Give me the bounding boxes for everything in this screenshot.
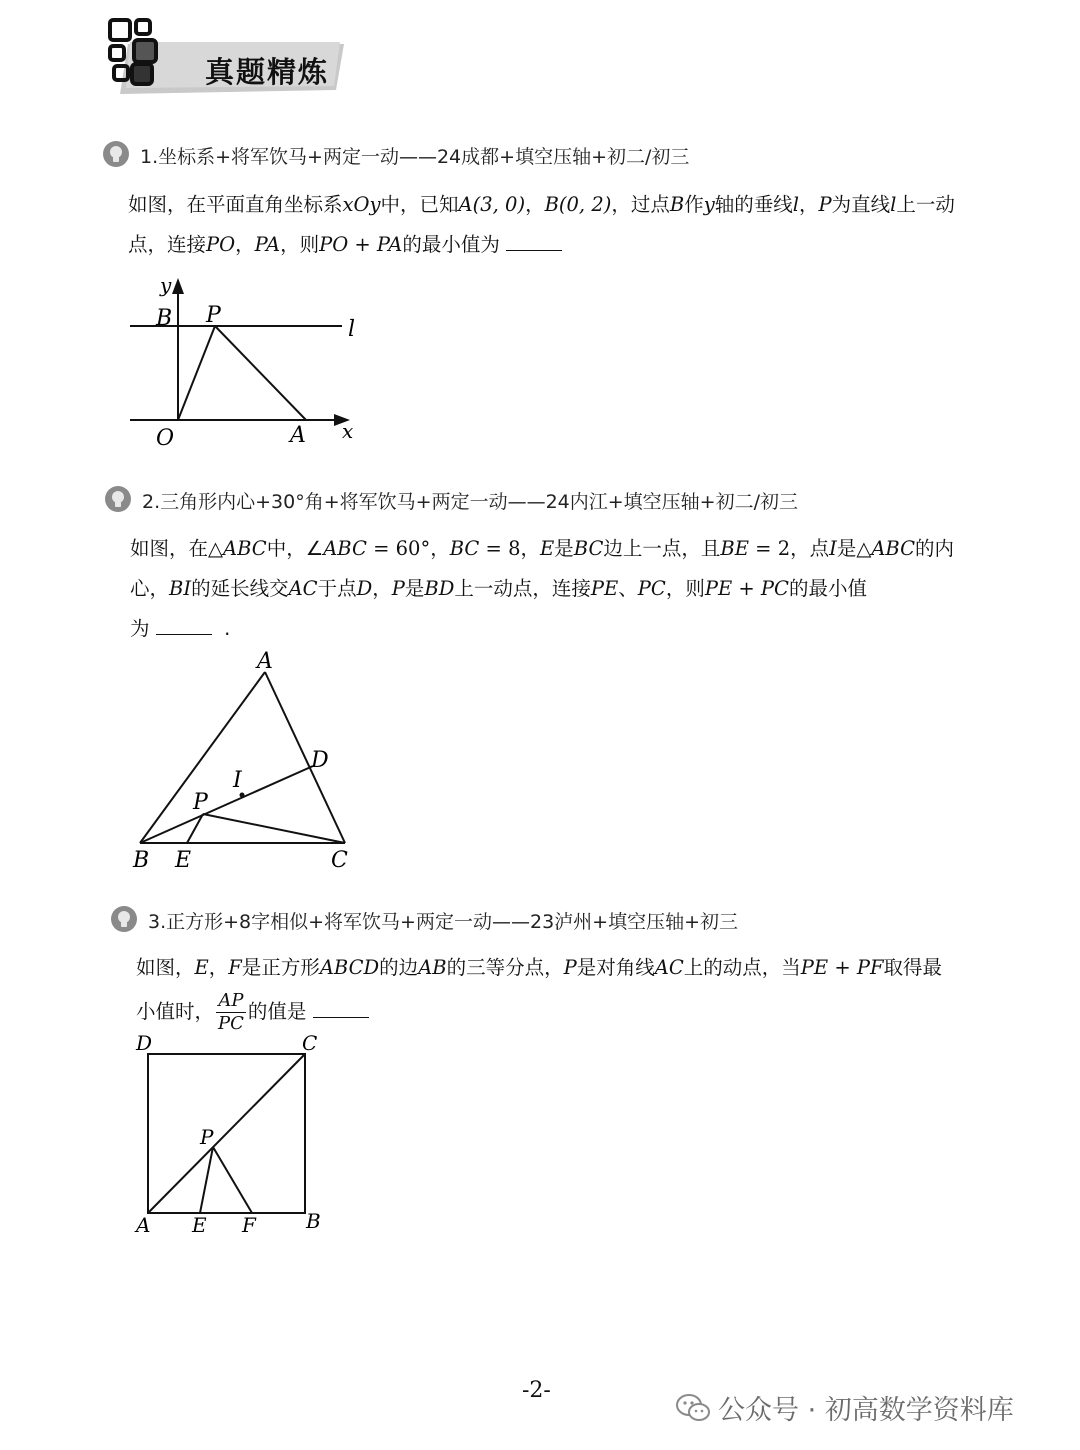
side-AC [265, 672, 345, 843]
problem-1-figure [120, 270, 370, 455]
label-F: F [242, 1213, 256, 1237]
problem-3-text-line-2: 小值时， $\frac{AP}{PC}$ 的值是 [136, 990, 369, 1035]
problem-3-heading: 3.正方形+8字相似+将军饮马+两定一动——23泸州+填空压轴+初三 [148, 911, 738, 933]
label-y: y [160, 273, 172, 297]
page-number: -2- [522, 1378, 551, 1403]
problem-2-heading: 2.三角形内心+30°角+将军饮马+两定一动——24内江+填空压轴+初二/初三 [142, 491, 798, 513]
problem-1-text-line-1: 如图，在平面直角坐标系xOy中，已知A(3, 0)，B(0, 2)，过点B作y轴的垂线l，P为直线l上一动 [128, 193, 955, 216]
label-P: P [193, 790, 208, 815]
segment-PO [178, 326, 215, 420]
label-C: C [331, 848, 348, 873]
label-l: l [348, 317, 356, 342]
problem-2-text-line-2: 心，BI的延长线交AC于点D，P是BD上一动点，连接PE、PC，则PE + PC的最小值 [130, 577, 867, 600]
fraction-AP-PC: $\frac{AP}{PC}$ [218, 990, 244, 1034]
segment-PF [213, 1147, 252, 1213]
watermark [676, 1388, 1014, 1427]
label-B: B [306, 1209, 321, 1233]
label-D: D [311, 748, 329, 773]
y-arrow [172, 278, 184, 294]
problem-1-text-line-2: 点，连接PO，PA，则PO + PA的最小值为 [128, 225, 562, 265]
label-E: E [175, 848, 192, 873]
lightbulb-icon [110, 905, 138, 933]
page-title: 真题精炼 [205, 55, 330, 89]
problem-3-text-line-1: 如图，E，F是正方形ABCD的边AB的三等分点，P是对角线AC上的动点，当PE + PF取得最 [136, 956, 943, 979]
problem-2-figure [125, 645, 365, 880]
problem-2-text-line-3: 为 . [130, 609, 230, 649]
label-B: B [156, 306, 173, 331]
label-E: E [192, 1213, 207, 1237]
wechat-icon [676, 1393, 710, 1423]
segment-PE [200, 1147, 213, 1213]
answer-blank [313, 997, 369, 1018]
answer-blank [506, 230, 562, 251]
label-P: P [200, 1125, 214, 1149]
label-P: P [206, 303, 221, 328]
answer-blank [156, 614, 212, 635]
side-AB [140, 672, 265, 843]
label-D: D [136, 1031, 153, 1055]
segment-PA [215, 326, 306, 420]
label-x: x [342, 419, 354, 443]
problem-1-heading: 1.坐标系+将军饮马+两定一动——24成都+填空压轴+初二/初三 [140, 146, 690, 168]
segment-PC [203, 814, 345, 843]
label-A: A [136, 1213, 151, 1237]
problem-2-text-line-1: 如图，在△ABC中，∠ABC = 60°，BC = 8，E是BC边上一点，且BE = 2，点I是△ABC的内 [130, 537, 955, 560]
label-O: O [156, 426, 175, 451]
label-A: A [290, 423, 306, 448]
watermark-text: 公众号 · 初高数学资料库 [718, 1395, 1014, 1426]
grid-logo-icon [110, 20, 156, 84]
lightbulb-icon [102, 140, 130, 168]
label-I: I [233, 768, 242, 793]
lightbulb-icon [104, 485, 132, 513]
diagonal-AC [148, 1054, 305, 1213]
problem-3-figure [128, 1030, 338, 1240]
label-B: B [133, 848, 150, 873]
point-I [240, 793, 245, 798]
label-A: A [257, 649, 273, 674]
label-C: C [302, 1031, 318, 1055]
